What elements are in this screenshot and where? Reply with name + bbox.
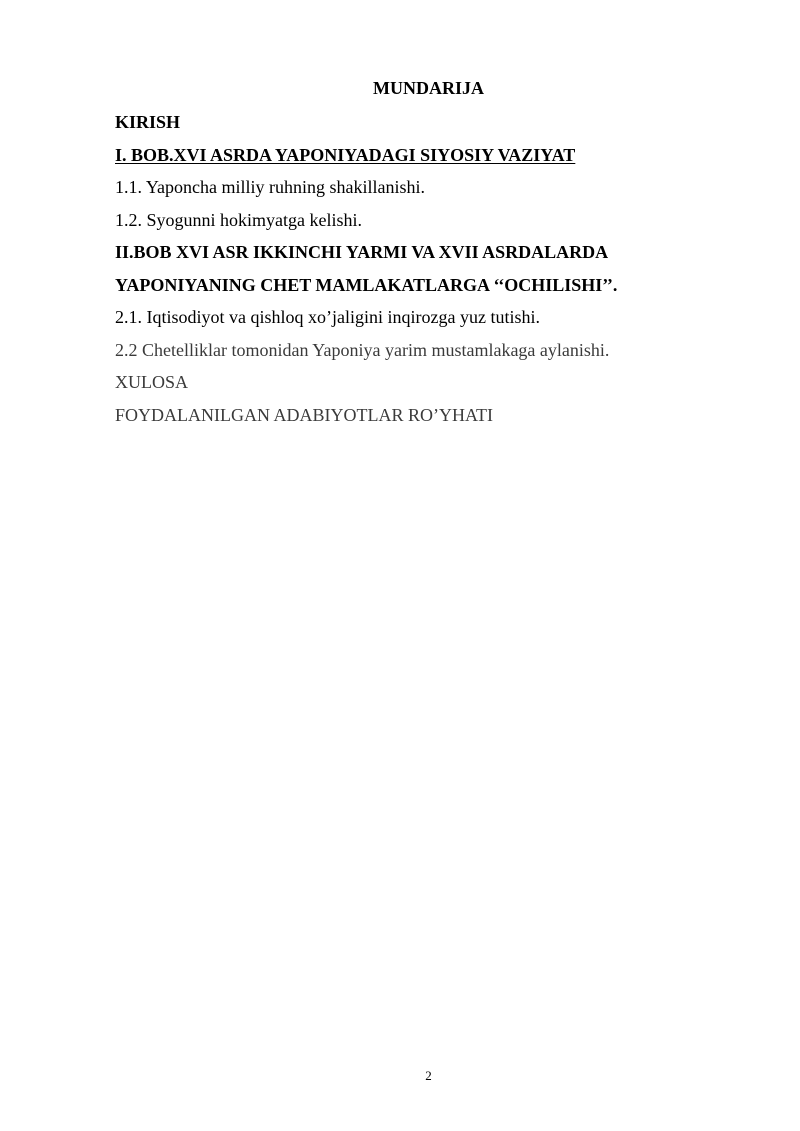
toc-item-section-2-1: 2.1. Iqtisodiyot va qishloq xo’jaligini inqirozga yuz tutishi. bbox=[115, 307, 540, 327]
toc-item-introduction: KIRISH bbox=[115, 112, 181, 132]
toc-item-section-1-1: 1.1. Yaponcha milliy ruhning shakillanishi. bbox=[115, 177, 425, 197]
table-of-contents bbox=[115, 106, 755, 431]
toc-item-references: FOYDALANILGAN ADABIYOTLAR RO’YHATI bbox=[115, 404, 493, 425]
toc-item-section-2-2: 2.2 Chetelliklar tomonidan Yaponiya yarim mustamlakaga aylanishi. bbox=[115, 339, 610, 360]
toc-item-section-1-2: 1.2. Syogunni hokimyatga kelishi. bbox=[115, 209, 362, 230]
toc-item-chapter-2-line-1: II.BOB XVI ASR IKKINCHI YARMI VA XVII ASRDALARDA bbox=[115, 242, 609, 262]
toc-item-chapter-1: I. BOB.XVI ASRDA YAPONIYADAGI SIYOSIY VAZIYAT bbox=[115, 144, 576, 165]
toc-item-chapter-2-line-2: YAPONIYANING CHET MAMLAKATLARGA ‘‘OCHILISHI’’. bbox=[115, 274, 618, 295]
toc-item-conclusion: XULOSA bbox=[115, 372, 189, 392]
page-title: MUNDARIJA bbox=[373, 78, 484, 98]
page-number: 2 bbox=[425, 1068, 432, 1083]
